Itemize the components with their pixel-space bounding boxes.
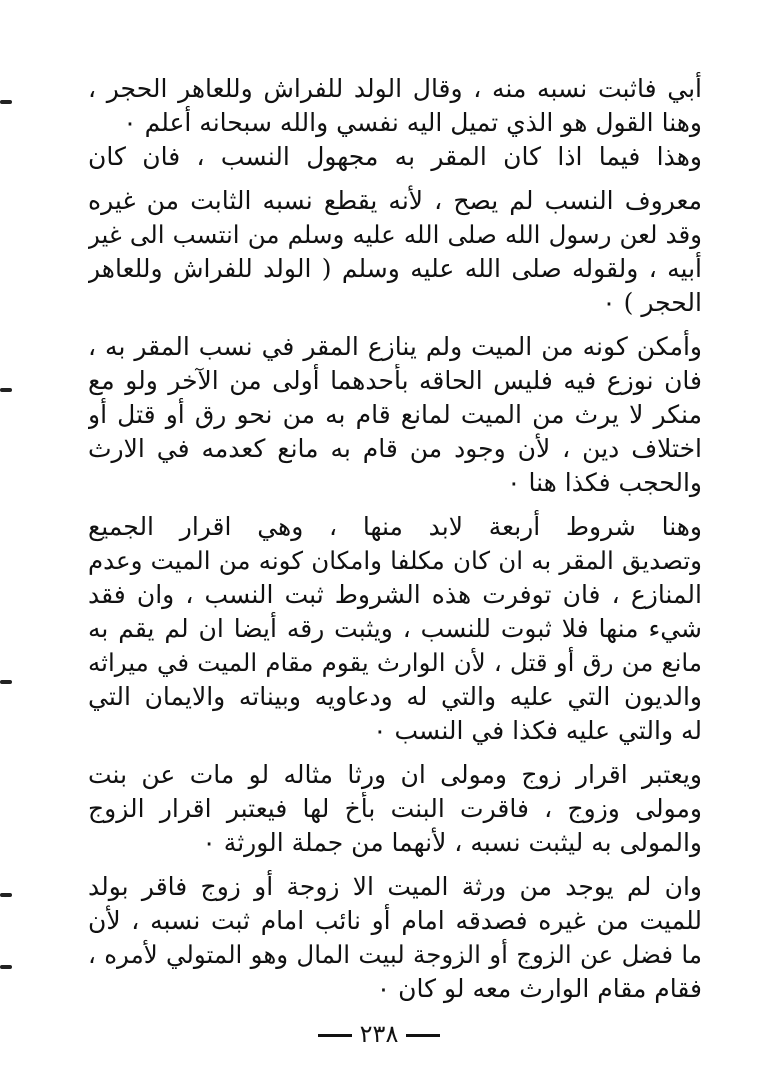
text-line: وأمكن كونه من الميت ولم ينازع المقر في نسب المقر به ، (88, 332, 702, 361)
text-line: والحجب فكذا هنا ٠ (507, 468, 702, 497)
text-line: الحجر ) ٠ (602, 288, 702, 317)
paragraph (88, 184, 702, 320)
text-line: اختلاف دين ، لأن وجود من قام به مانع كعدمه في الارث (88, 434, 702, 463)
paragraph (88, 510, 702, 748)
text-line: فان نوزع فيه فليس الحاقه بأحدهما أولى من الآخر ولو مع (88, 366, 702, 395)
text-line: وهنا القول هو الذي تميل اليه نفسي والله سبحانه أعلم ٠ (123, 108, 702, 137)
text-line: أبيه ، ولقوله صلى الله عليه وسلم ( الولد للفراش وللعاهر (88, 254, 702, 283)
text-line: شيء منها فلا ثبوت للنسب ، ويثبت رقه أيضا ان لم يقم به (88, 614, 702, 643)
text-line: للميت من غيره فصدقه امام أو نائب امام ثبت نسبه ، لأن (88, 906, 702, 935)
margin-mark (0, 893, 12, 897)
text-line: وتصديق المقر به ان كان مكلفا وامكان كونه من الميت وعدم (88, 546, 702, 575)
text-line: له والتي عليه فكذا في النسب ٠ (373, 716, 702, 745)
margin-mark (0, 100, 12, 104)
page-number: ٢٣٨ (359, 1020, 399, 1048)
text-line: والمولى به ليثبت نسبه ، لأنهما من جملة الورثة ٠ (202, 828, 702, 857)
text-line: المنازع ، فان توفرت هذه الشروط ثبت النسب ، وان فقد (88, 580, 702, 609)
folio-dash (406, 1034, 440, 1037)
text-line: ويعتبر اقرار زوج ومولى ان ورثا مثاله لو مات عن بنت (88, 760, 702, 789)
text-line: مانع من رق أو قتل ، لأن الوارث يقوم مقام الميت في ميراثه (88, 648, 702, 677)
paragraph (88, 870, 702, 1006)
text-line: منكر لا يرث من الميت لمانع قام به من نحو رق أو قتل أو (88, 400, 702, 429)
page-number-footer (0, 1020, 758, 1048)
text-line: وان لم يوجد من ورثة الميت الا زوجة أو زوج فاقر بولد (88, 872, 702, 901)
text-line: وهنا شروط أربعة لابد منها ، وهي اقرار الجميع (88, 512, 702, 541)
text-line: فقام مقام الوارث معه لو كان ٠ (376, 974, 702, 1003)
margin-mark (0, 388, 12, 392)
folio-dash (318, 1034, 352, 1037)
text-line: والديون التي عليه والتي له ودعاويه وبيناته والايمان التي (88, 682, 702, 711)
paragraph (88, 758, 702, 860)
paragraph (88, 72, 702, 174)
body-text (88, 72, 702, 1016)
margin-mark (0, 680, 12, 684)
text-line: ما فضل عن الزوج أو الزوجة لبيت المال وهو المتولي لأمره ، (88, 940, 702, 969)
paragraph (88, 330, 702, 500)
text-line: وهذا فيما اذا كان المقر به مجهول النسب ، فان كان (88, 142, 702, 171)
text-line: ومولى وزوج ، فاقرت البنت بأخ لها فيعتبر اقرار الزوج (88, 794, 702, 823)
margin-mark (0, 965, 12, 969)
text-line: وقد لعن رسول الله صلى الله عليه وسلم من انتسب الى غير (88, 220, 702, 249)
text-line: معروف النسب لم يصح ، لأنه يقطع نسبه الثابت من غيره (88, 186, 702, 215)
text-line: أبي فاثبت نسبه منه ، وقال الولد للفراش وللعاهر الحجر ، (88, 74, 702, 103)
